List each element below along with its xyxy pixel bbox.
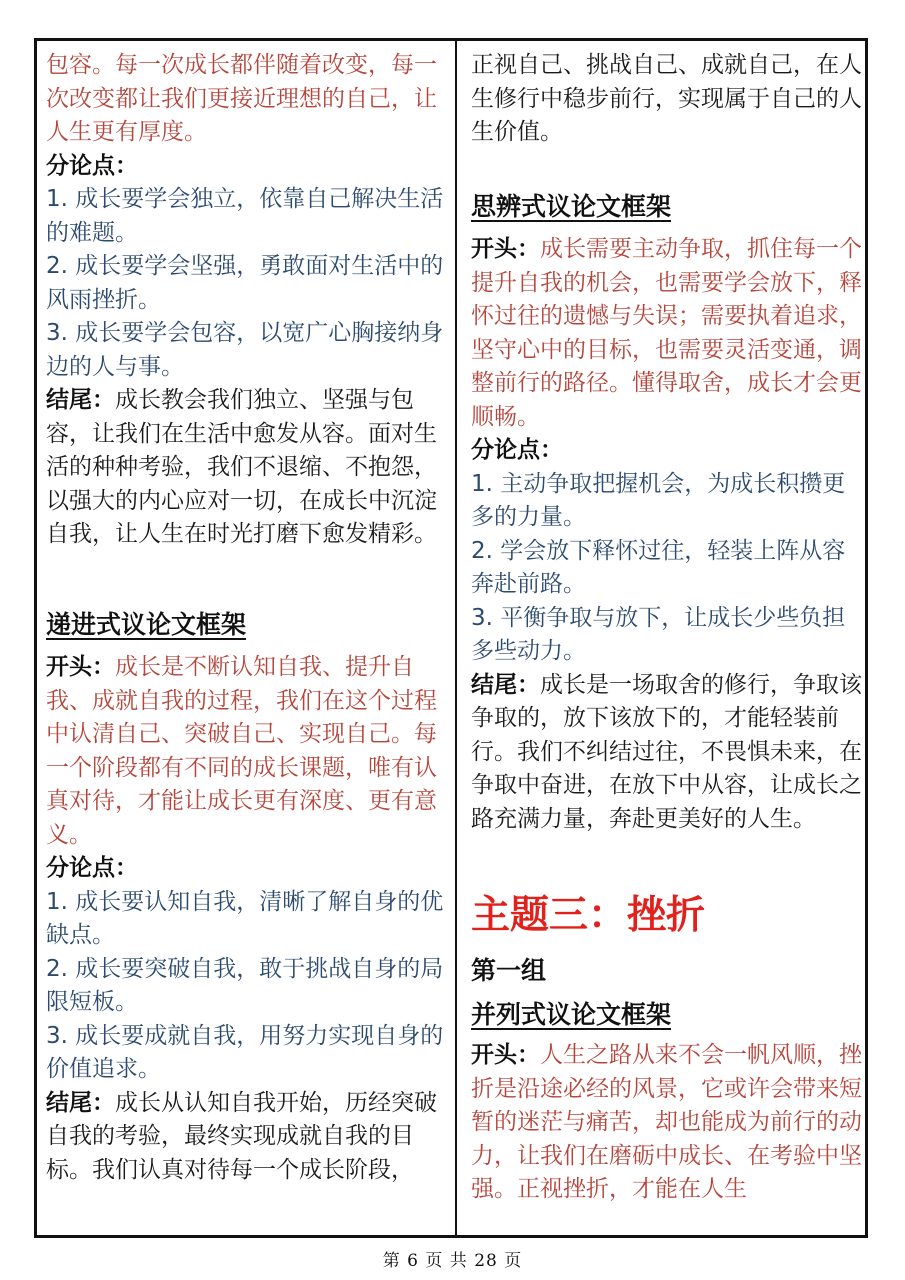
- ending-paragraph: [46, 384, 444, 552]
- ending-label: 结尾：: [46, 1089, 115, 1116]
- intro-tail-text: 包容。每一次成长都伴随着改变，每一次改变都让我们更接近理想的自己，让人生更有厚度。: [46, 52, 437, 145]
- sub-point-1: 1. 成长要学会独立，依靠自己解决生活的难题。: [46, 186, 444, 246]
- opening-label: 开头：: [471, 236, 540, 262]
- sub-point-2: 2. 成长要学会坚强，勇敢面对生活中的风雨挫折。: [46, 253, 444, 313]
- sub-points-label: 分论点：: [46, 855, 138, 881]
- sub-point-3: 3. 成长要成就自我，用努力实现自身的价值追求。: [46, 1022, 444, 1082]
- section-heading-dialectical: 思辨式议论文框架: [471, 191, 672, 221]
- right-column: [471, 49, 865, 1207]
- ending-paragraph: [471, 669, 865, 837]
- section-heading-progressive: 递进式议论文框架: [46, 609, 247, 639]
- ending-label: 结尾：: [471, 671, 540, 698]
- section-heading-parallel: 并列式议论文框架: [471, 999, 672, 1029]
- ending-text: 成长是一场取舍的修行，争取该争取的，放下该放下的，才能轻装前行。我们不纠结过往，不畏惧未来，在争取中奋进，在放下中从容，让成长之路充满力量，奔赴更美好的人生。: [471, 671, 862, 832]
- theme-title: 主题三：挫折: [471, 893, 706, 938]
- opening-label: 开头：: [46, 654, 115, 680]
- opening-text: 成长需要主动争取，抓住每一个提升自我的机会，也需要学会放下，释怀过往的遗憾与失误；需要执着追求，坚守心中的目标，也需要灵活变通，调整前行的路径。懂得取舍，成长才会更顺畅。: [471, 236, 862, 430]
- sub-points-label: 分论点：: [46, 152, 138, 179]
- opening-label: 开头：: [471, 1042, 540, 1068]
- opening-paragraph: [46, 651, 444, 852]
- sub-points-label: 分论点：: [471, 437, 563, 463]
- sub-point-3: 3. 平衡争取与放下，让成长少些负担多些动力。: [471, 604, 846, 664]
- sub-point-3: 3. 成长要学会包容，以宽广心胸接纳身边的人与事。: [46, 320, 444, 380]
- sub-point-2: 2. 成长要突破自我，敢于挑战自身的局限短板。: [46, 955, 444, 1015]
- opening-text: 成长是不断认知自我、提升自我、成就自我的过程，我们在这个过程中认清自己、突破自己、实现自己。每一个阶段都有不同的成长课题，唯有认真对待，才能让成长更有深度、更有意义。: [46, 654, 437, 848]
- page-number-footer: 第 6 页 共 28 页: [382, 1251, 523, 1271]
- sub-point-1: 1. 成长要认知自我，清晰了解自身的优缺点。: [46, 888, 444, 948]
- opening-text: 人生之路从来不会一帆风顺，挫折是沿途必经的风景，它或许会带来短暂的迷茫与痛苦，却也能成为前行的动力，让我们在磨砺中成长、在考验中坚强。正视挫折，才能在人生: [471, 1042, 862, 1202]
- ending-text: 成长从认知自我开始，历经突破自我的考验，最终实现成就自我的目标。我们认真对待每一个成长阶段，: [46, 1089, 437, 1183]
- ending-paragraph: [46, 1087, 444, 1188]
- continued-text: 正视自己、挑战自己、成就自己，在人生修行中稳步前行，实现属于自己的人生价值。: [471, 52, 862, 145]
- page-frame: [34, 38, 868, 1238]
- group-title: 第一组: [471, 956, 547, 985]
- opening-paragraph: [471, 1039, 865, 1207]
- sub-point-1: 1. 主动争取把握机会，为成长积攒更多的力量。: [471, 470, 846, 530]
- left-column: [46, 49, 444, 1187]
- column-divider: [455, 41, 457, 1235]
- opening-paragraph: [471, 233, 865, 434]
- sub-point-2: 2. 学会放下释怀过往，轻装上阵从容奔赴前路。: [471, 537, 846, 597]
- ending-label: 结尾：: [46, 387, 115, 413]
- ending-text: 成长教会我们独立、坚强与包容，让我们在生活中愈发从容。面对生活的种种考验，我们不退缩、不抱怨，以强大的内心应对一切，在成长中沉淀自我，让人生在时光打磨下愈发精彩。: [46, 387, 437, 547]
